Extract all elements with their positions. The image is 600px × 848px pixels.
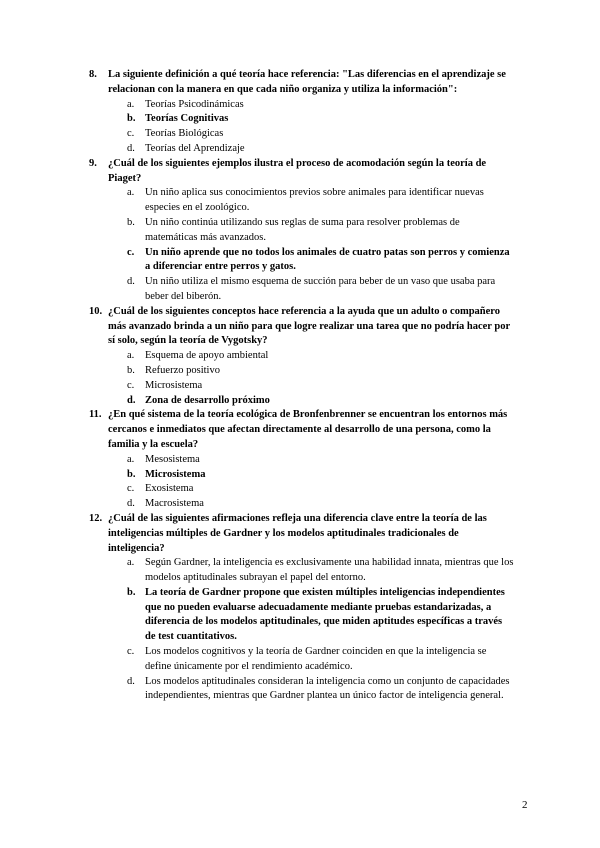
answer-option-correct bbox=[127, 394, 514, 409]
answer-options bbox=[127, 186, 514, 304]
option-text: Macrosistema bbox=[145, 498, 204, 510]
option-text: Microsistema bbox=[145, 468, 206, 480]
option-letter: d. bbox=[127, 142, 135, 154]
option-letter: b. bbox=[127, 216, 135, 228]
option-text: La teoría de Gardner propone que existen múltiples inteligencias independientes que no pueden evaluarse adecuadamente mediante pruebas estandarizadas, a diferencia de los modelos aptitudinales, que miden aptitudes específicas a través de test cuantitativos. bbox=[145, 586, 505, 643]
answer-options bbox=[127, 453, 514, 512]
option-text: Teorías del Aprendizaje bbox=[145, 142, 245, 154]
option-text: Teorías Psicodinámicas bbox=[145, 98, 244, 110]
answer-option bbox=[127, 645, 514, 675]
question-text: ¿En qué sistema de la teoría ecológica de Bronfenbrenner se encuentran los entornos más cercanos e inmediatos que afectan directamente al desarrollo de una persona, como la familia y la escuela? bbox=[108, 409, 508, 450]
option-text: Según Gardner, la inteligencia es exclusivamente una habilidad innata, mientras que los modelos aptitudinales subrayan el papel del entorno. bbox=[145, 557, 514, 584]
answer-option bbox=[127, 349, 514, 364]
option-letter: a. bbox=[127, 187, 135, 199]
option-text: Los modelos cognitivos y la teoría de Gardner coinciden en que la inteligencia se define únicamente por el rendimiento académico. bbox=[145, 646, 487, 672]
question-number: 9. bbox=[89, 157, 97, 169]
option-letter: b. bbox=[127, 113, 136, 125]
option-letter: b. bbox=[127, 586, 136, 598]
answer-option bbox=[127, 482, 514, 497]
option-letter: b. bbox=[127, 468, 136, 480]
answer-option bbox=[127, 142, 514, 157]
option-text: Un niño aprende que no todos los animales de cuatro patas son perros y comienza a diferenciar entre perros y gatos. bbox=[145, 246, 510, 273]
answer-option bbox=[127, 186, 514, 216]
option-letter: d. bbox=[127, 498, 135, 510]
option-letter: d. bbox=[127, 675, 135, 687]
answer-option bbox=[127, 497, 514, 512]
question-8 bbox=[89, 68, 514, 157]
answer-option bbox=[127, 675, 514, 705]
option-text: Mesosistema bbox=[145, 453, 200, 465]
option-letter: c. bbox=[127, 128, 135, 140]
option-text: Exosistema bbox=[145, 483, 194, 495]
option-text: Teorías Cognitivas bbox=[145, 113, 229, 125]
option-letter: c. bbox=[127, 483, 135, 495]
option-letter: c. bbox=[127, 379, 135, 391]
option-letter: d. bbox=[127, 276, 135, 288]
option-text: Un niño aplica sus conocimientos previos sobre animales para identificar nuevas especies en el zoológico. bbox=[145, 187, 484, 214]
option-letter: d. bbox=[127, 394, 136, 406]
option-letter: a. bbox=[127, 453, 135, 465]
answer-option-correct bbox=[127, 112, 514, 127]
option-text: Un niño continúa utilizando sus reglas de suma para resolver problemas de matemáticas más avanzados. bbox=[145, 216, 460, 243]
questions-list bbox=[89, 68, 514, 704]
answer-option bbox=[127, 98, 514, 113]
answer-option bbox=[127, 364, 514, 379]
question-11 bbox=[89, 408, 514, 512]
option-text: Los modelos aptitudinales consideran la inteligencia como un conjunto de capacidades independientes, mientras que Gardner plantea un único factor de inteligencia general. bbox=[145, 675, 510, 702]
answer-option bbox=[127, 556, 514, 586]
question-number: 11. bbox=[89, 409, 102, 421]
question-10 bbox=[89, 305, 514, 409]
answer-options bbox=[127, 556, 514, 704]
answer-option bbox=[127, 379, 514, 394]
question-text: La siguiente definición a qué teoría hace referencia: "Las diferencias en el aprendizaje se relacionan con la manera en que cada niño organiza y utiliza la información": bbox=[108, 69, 506, 95]
question-number: 12. bbox=[89, 512, 103, 524]
question-text: ¿Cuál de los siguientes ejemplos ilustra el proceso de acomodación según la teoría de Piaget? bbox=[108, 157, 487, 184]
option-letter: a. bbox=[127, 557, 135, 569]
page-number: 2 bbox=[522, 799, 528, 811]
option-letter: a. bbox=[127, 350, 135, 362]
question-12 bbox=[89, 512, 514, 704]
option-letter: c. bbox=[127, 646, 135, 658]
answer-options bbox=[127, 98, 514, 157]
answer-option bbox=[127, 127, 514, 142]
option-letter: c. bbox=[127, 246, 135, 258]
option-text: Teorías Biológicas bbox=[145, 128, 224, 140]
answer-option bbox=[127, 453, 514, 468]
answer-option-correct bbox=[127, 468, 514, 483]
answer-option bbox=[127, 216, 514, 246]
question-number: 10. bbox=[89, 305, 103, 317]
question-text: ¿Cuál de las siguientes afirmaciones refleja una diferencia clave entre la teoría de las inteligencias múltiples de Gardner y los modelos aptitudinales tradicionales de inteligencia? bbox=[108, 512, 487, 554]
option-text: Zona de desarrollo próximo bbox=[145, 394, 270, 406]
answer-option-correct bbox=[127, 586, 514, 645]
question-number: 8. bbox=[89, 69, 97, 80]
option-text: Microsistema bbox=[145, 379, 203, 391]
question-text: ¿Cuál de los siguientes conceptos hace referencia a la ayuda que un adulto o compañero más avanzado brinda a un niño para que logre realizar una tarea que no podría hacer por sí solo, según la teoría de Vygotsky? bbox=[108, 305, 510, 347]
answer-option bbox=[127, 275, 514, 305]
option-text: Un niño utiliza el mismo esquema de succión para beber de un vaso que usaba para beber del biberón. bbox=[145, 276, 496, 302]
option-text: Refuerzo positivo bbox=[145, 364, 220, 376]
answer-option-correct bbox=[127, 246, 514, 276]
option-letter: a. bbox=[127, 98, 135, 110]
answer-options bbox=[127, 349, 514, 408]
question-9 bbox=[89, 157, 514, 305]
option-letter: b. bbox=[127, 364, 135, 376]
option-text: Esquema de apoyo ambiental bbox=[145, 350, 269, 362]
